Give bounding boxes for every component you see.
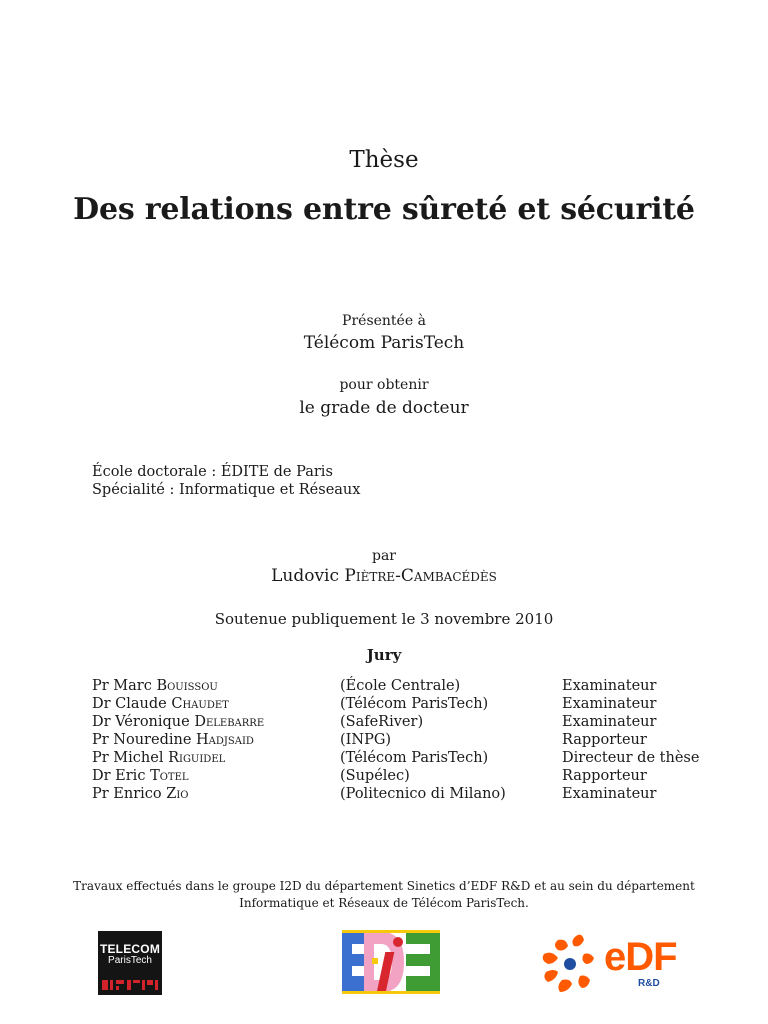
presented-to-label: Présentée à	[342, 313, 426, 329]
acknowledgement-line-1: Travaux effectués dans le groupe I2D du département Sinetics d’EDF R&D et au sein du département	[73, 879, 695, 893]
doctoral-school: École doctorale : ÉDITE de Paris	[92, 464, 333, 480]
jury-member-institution: (Politecnico di Milano)	[340, 786, 506, 802]
by-label: par	[371, 548, 396, 564]
institution-name: Télécom ParisTech	[303, 333, 465, 353]
jury-member-row	[92, 731, 702, 749]
jury-member-name: Dr Eric Totel	[92, 768, 189, 784]
jury-member-row	[92, 713, 702, 731]
telecom-paristech-logo	[98, 931, 162, 995]
telecom-logo-line-1: TELECOM	[99, 942, 161, 956]
document-type-label: Thèse	[349, 147, 419, 173]
jury-member-row	[92, 695, 702, 713]
jury-member-role: Examinateur	[562, 696, 657, 712]
school-info	[92, 463, 360, 499]
edf-rd-label: R&D	[638, 978, 660, 989]
jury-heading: Jury	[366, 646, 402, 664]
jury-member-name: Dr Claude Chaudet	[92, 696, 229, 712]
jury-member-row	[92, 677, 702, 695]
edite-logo	[342, 930, 440, 994]
jury-member-row	[92, 785, 702, 803]
jury-member-role: Rapporteur	[562, 768, 647, 784]
jury-member-institution: (INPG)	[340, 732, 392, 748]
jury-member-name: Pr Michel Riguidel	[92, 750, 226, 766]
jury-member-institution: (SafeRiver)	[340, 714, 424, 730]
telecom-logo-glyphs	[102, 980, 158, 990]
to-obtain-label: pour obtenir	[339, 377, 429, 393]
acknowledgement-text	[0, 878, 768, 912]
jury-member-institution: (Télécom ParisTech)	[340, 750, 489, 766]
author-name	[0, 566, 768, 586]
thesis-title: Des relations entre sûreté et sécurité	[73, 192, 695, 227]
jury-member-row	[92, 749, 702, 767]
jury-member-role: Rapporteur	[562, 732, 647, 748]
jury-member-name: Pr Nouredine Hadjsaid	[92, 732, 254, 748]
jury-list	[92, 677, 702, 803]
telecom-logo-line-2: ParisTech	[108, 955, 152, 966]
jury-member-name: Pr Enrico Zio	[92, 786, 189, 802]
author-first-name: Ludovic	[271, 566, 340, 586]
jury-member-name: Pr Marc Bouissou	[92, 678, 218, 694]
edf-rd-logo	[540, 930, 690, 996]
degree-name: le grade de docteur	[299, 398, 469, 418]
jury-member-role: Examinateur	[562, 714, 657, 730]
author-last-name: Piètre-Cambacédès	[344, 566, 497, 586]
jury-member-institution: (Télécom ParisTech)	[340, 696, 489, 712]
edf-wordmark: eDF	[604, 935, 677, 979]
jury-member-row	[92, 767, 702, 785]
jury-member-role: Directeur de thèse	[562, 750, 700, 766]
jury-member-name: Dr Véronique Delebarre	[92, 714, 265, 730]
speciality: Spécialité : Informatique et Réseaux	[92, 482, 361, 498]
jury-member-role: Examinateur	[562, 678, 657, 694]
jury-member-institution: (Supélec)	[340, 768, 410, 784]
acknowledgement-line-2: Informatique et Réseaux de Télécom ParisTech.	[239, 896, 529, 910]
jury-member-role: Examinateur	[562, 786, 657, 802]
jury-member-institution: (École Centrale)	[340, 678, 461, 694]
defense-date: Soutenue publiquement le 3 novembre 2010	[214, 610, 554, 628]
